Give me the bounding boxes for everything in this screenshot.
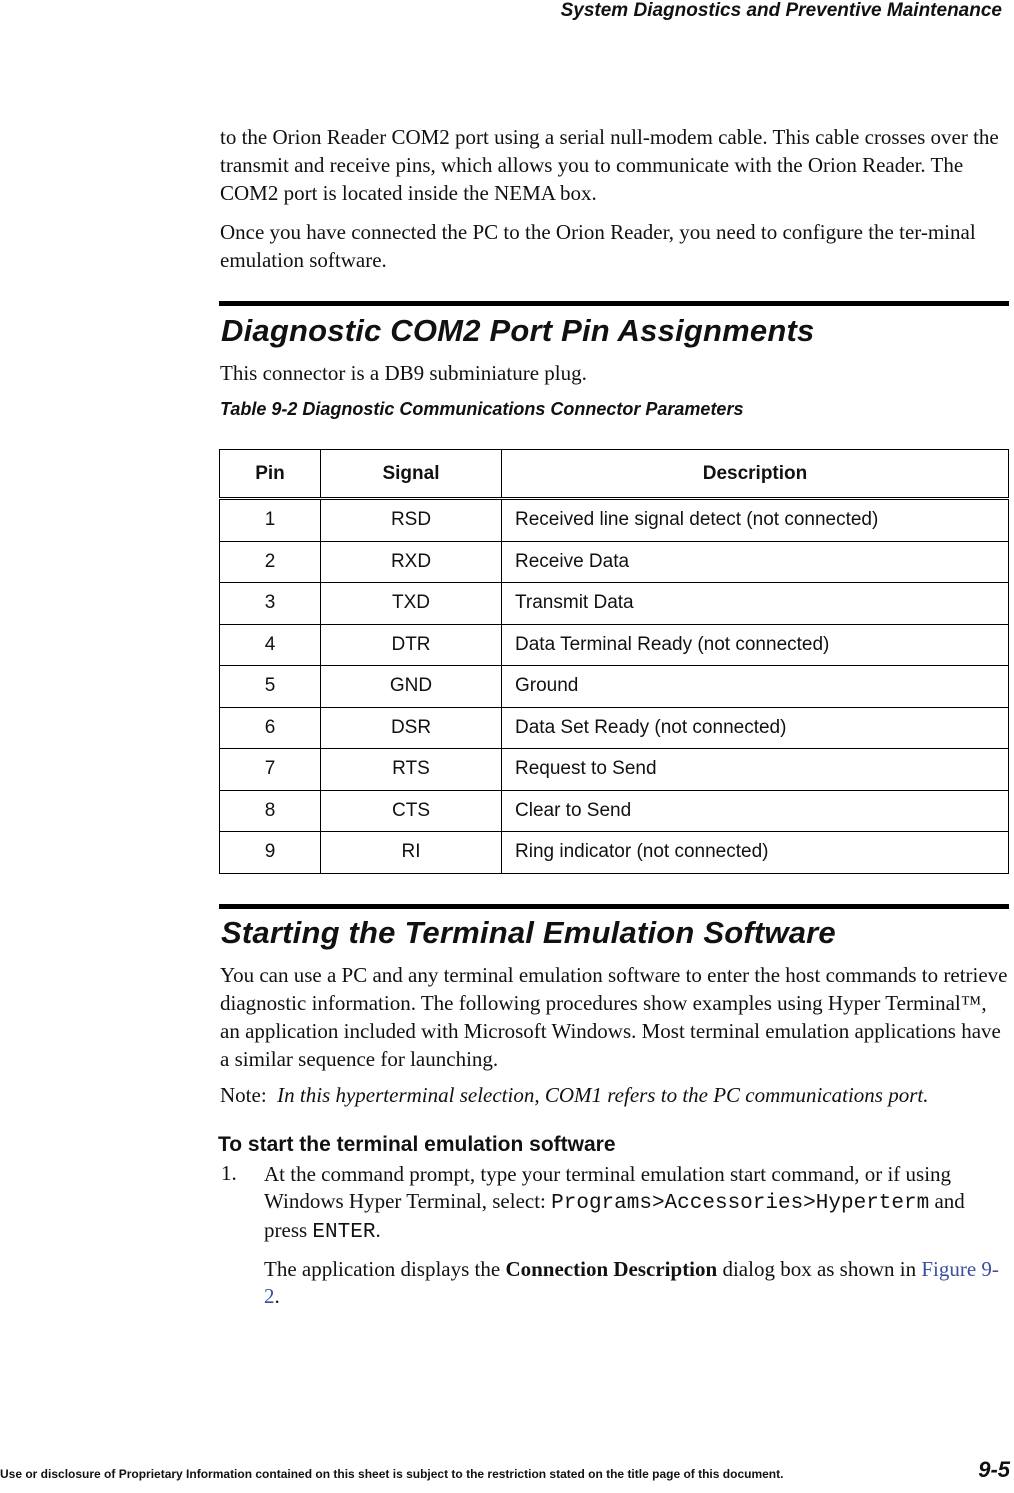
dialog-name: Connection Description (505, 1257, 718, 1281)
pin-cell: 2 (220, 541, 321, 583)
pin-cell: 5 (220, 666, 321, 708)
pin-cell: 9 (220, 832, 321, 874)
description-cell: Data Set Ready (not connected) (502, 707, 1009, 749)
table-row (220, 541, 1009, 583)
section-rule (219, 301, 1009, 306)
column-header-signal: Signal (321, 450, 502, 499)
column-header-pin: Pin (220, 450, 321, 499)
pin-cell: 4 (220, 624, 321, 666)
signal-cell: GND (321, 666, 502, 708)
signal-cell: RTS (321, 749, 502, 791)
section-body: You can use a PC and any terminal emulation software to enter the host commands to retrieve diagnostic information. The following procedures show examples using Hyper Terminal™, an application included with Microsoft Windows. Most terminal emulation applications have a similar sequence for launching. (220, 963, 1008, 1071)
signal-cell: DSR (321, 707, 502, 749)
footer-notice: Use or disclosure of Proprietary Information contained on this sheet is subject to the restriction stated on the title page of this document. (0, 1467, 784, 1481)
step-text-b: and press (264, 1189, 965, 1242)
table-row (220, 790, 1009, 832)
note-text: In this hyperterminal selection, COM1 refers to the PC communications port. (277, 1083, 929, 1107)
step-text-c: . (375, 1218, 381, 1242)
description-cell: Transmit Data (502, 583, 1009, 625)
section-body: This connector is a DB9 subminiature plug. (220, 361, 587, 385)
step-instruction (264, 1161, 1009, 1246)
intro-paragraph-2: Once you have connected the PC to the Orion Reader, you need to configure the ter-minal emulation software. (220, 220, 976, 272)
note-label: Note: (220, 1083, 267, 1107)
menu-path: Programs>Accessories>Hyperterm (551, 1192, 930, 1215)
section-heading-terminal-emulation: Starting the Terminal Emulation Software (221, 915, 836, 950)
table-caption: Table 9-2 Diagnostic Communications Connector Parameters (220, 399, 744, 419)
running-header: System Diagnostics and Preventive Maintenance (560, 0, 1002, 21)
result-text-a: The application displays the (264, 1257, 506, 1281)
description-cell: Ring indicator (not connected) (502, 832, 1009, 874)
figure-link[interactable]: Figure 9-2 (264, 1257, 999, 1308)
signal-cell: RI (321, 832, 502, 874)
pin-cell: 3 (220, 583, 321, 625)
table-row (220, 707, 1009, 749)
table-row (220, 749, 1009, 791)
signal-cell: RXD (321, 541, 502, 583)
section-heading-pin-assignments: Diagnostic COM2 Port Pin Assignments (221, 313, 815, 348)
signal-cell: RSD (321, 499, 502, 542)
description-cell: Ground (502, 666, 1009, 708)
description-cell: Received line signal detect (not connected) (502, 499, 1009, 542)
note (220, 1081, 1010, 1109)
page-number: 9-5 (978, 1457, 1010, 1482)
result-text-b: dialog box as shown in (717, 1257, 922, 1281)
section-rule (219, 904, 1009, 909)
table-row (220, 583, 1009, 625)
pin-assignment-table (219, 449, 1009, 874)
pin-cell: 6 (220, 707, 321, 749)
step-result (264, 1256, 1009, 1310)
result-text-c: . (274, 1284, 280, 1308)
signal-cell: TXD (321, 583, 502, 625)
procedure-title: To start the terminal emulation software (218, 1133, 616, 1156)
signal-cell: DTR (321, 624, 502, 666)
pin-cell: 8 (220, 790, 321, 832)
column-header-description: Description (502, 450, 1009, 499)
description-cell: Clear to Send (502, 790, 1009, 832)
description-cell: Receive Data (502, 541, 1009, 583)
step-text-a: At the command prompt, type your terminal emulation start command, or if using Windows Hyper Terminal, select: (264, 1162, 952, 1213)
table-header-row (220, 450, 1009, 499)
description-cell: Data Terminal Ready (not connected) (502, 624, 1009, 666)
pin-cell: 7 (220, 749, 321, 791)
signal-cell: CTS (321, 790, 502, 832)
table-row (220, 624, 1009, 666)
step-number: 1. (221, 1161, 237, 1185)
table-row (220, 666, 1009, 708)
description-cell: Request to Send (502, 749, 1009, 791)
pin-cell: 1 (220, 499, 321, 542)
key-name: ENTER (312, 1221, 376, 1244)
table-row (220, 499, 1009, 542)
intro-paragraph-1: to the Orion Reader COM2 port using a serial null-modem cable. This cable crosses over the transmit and receive pins, which allows you to communicate with the Orion Reader. The COM2 port is located inside the NEMA box. (220, 125, 999, 205)
table-row (220, 832, 1009, 874)
